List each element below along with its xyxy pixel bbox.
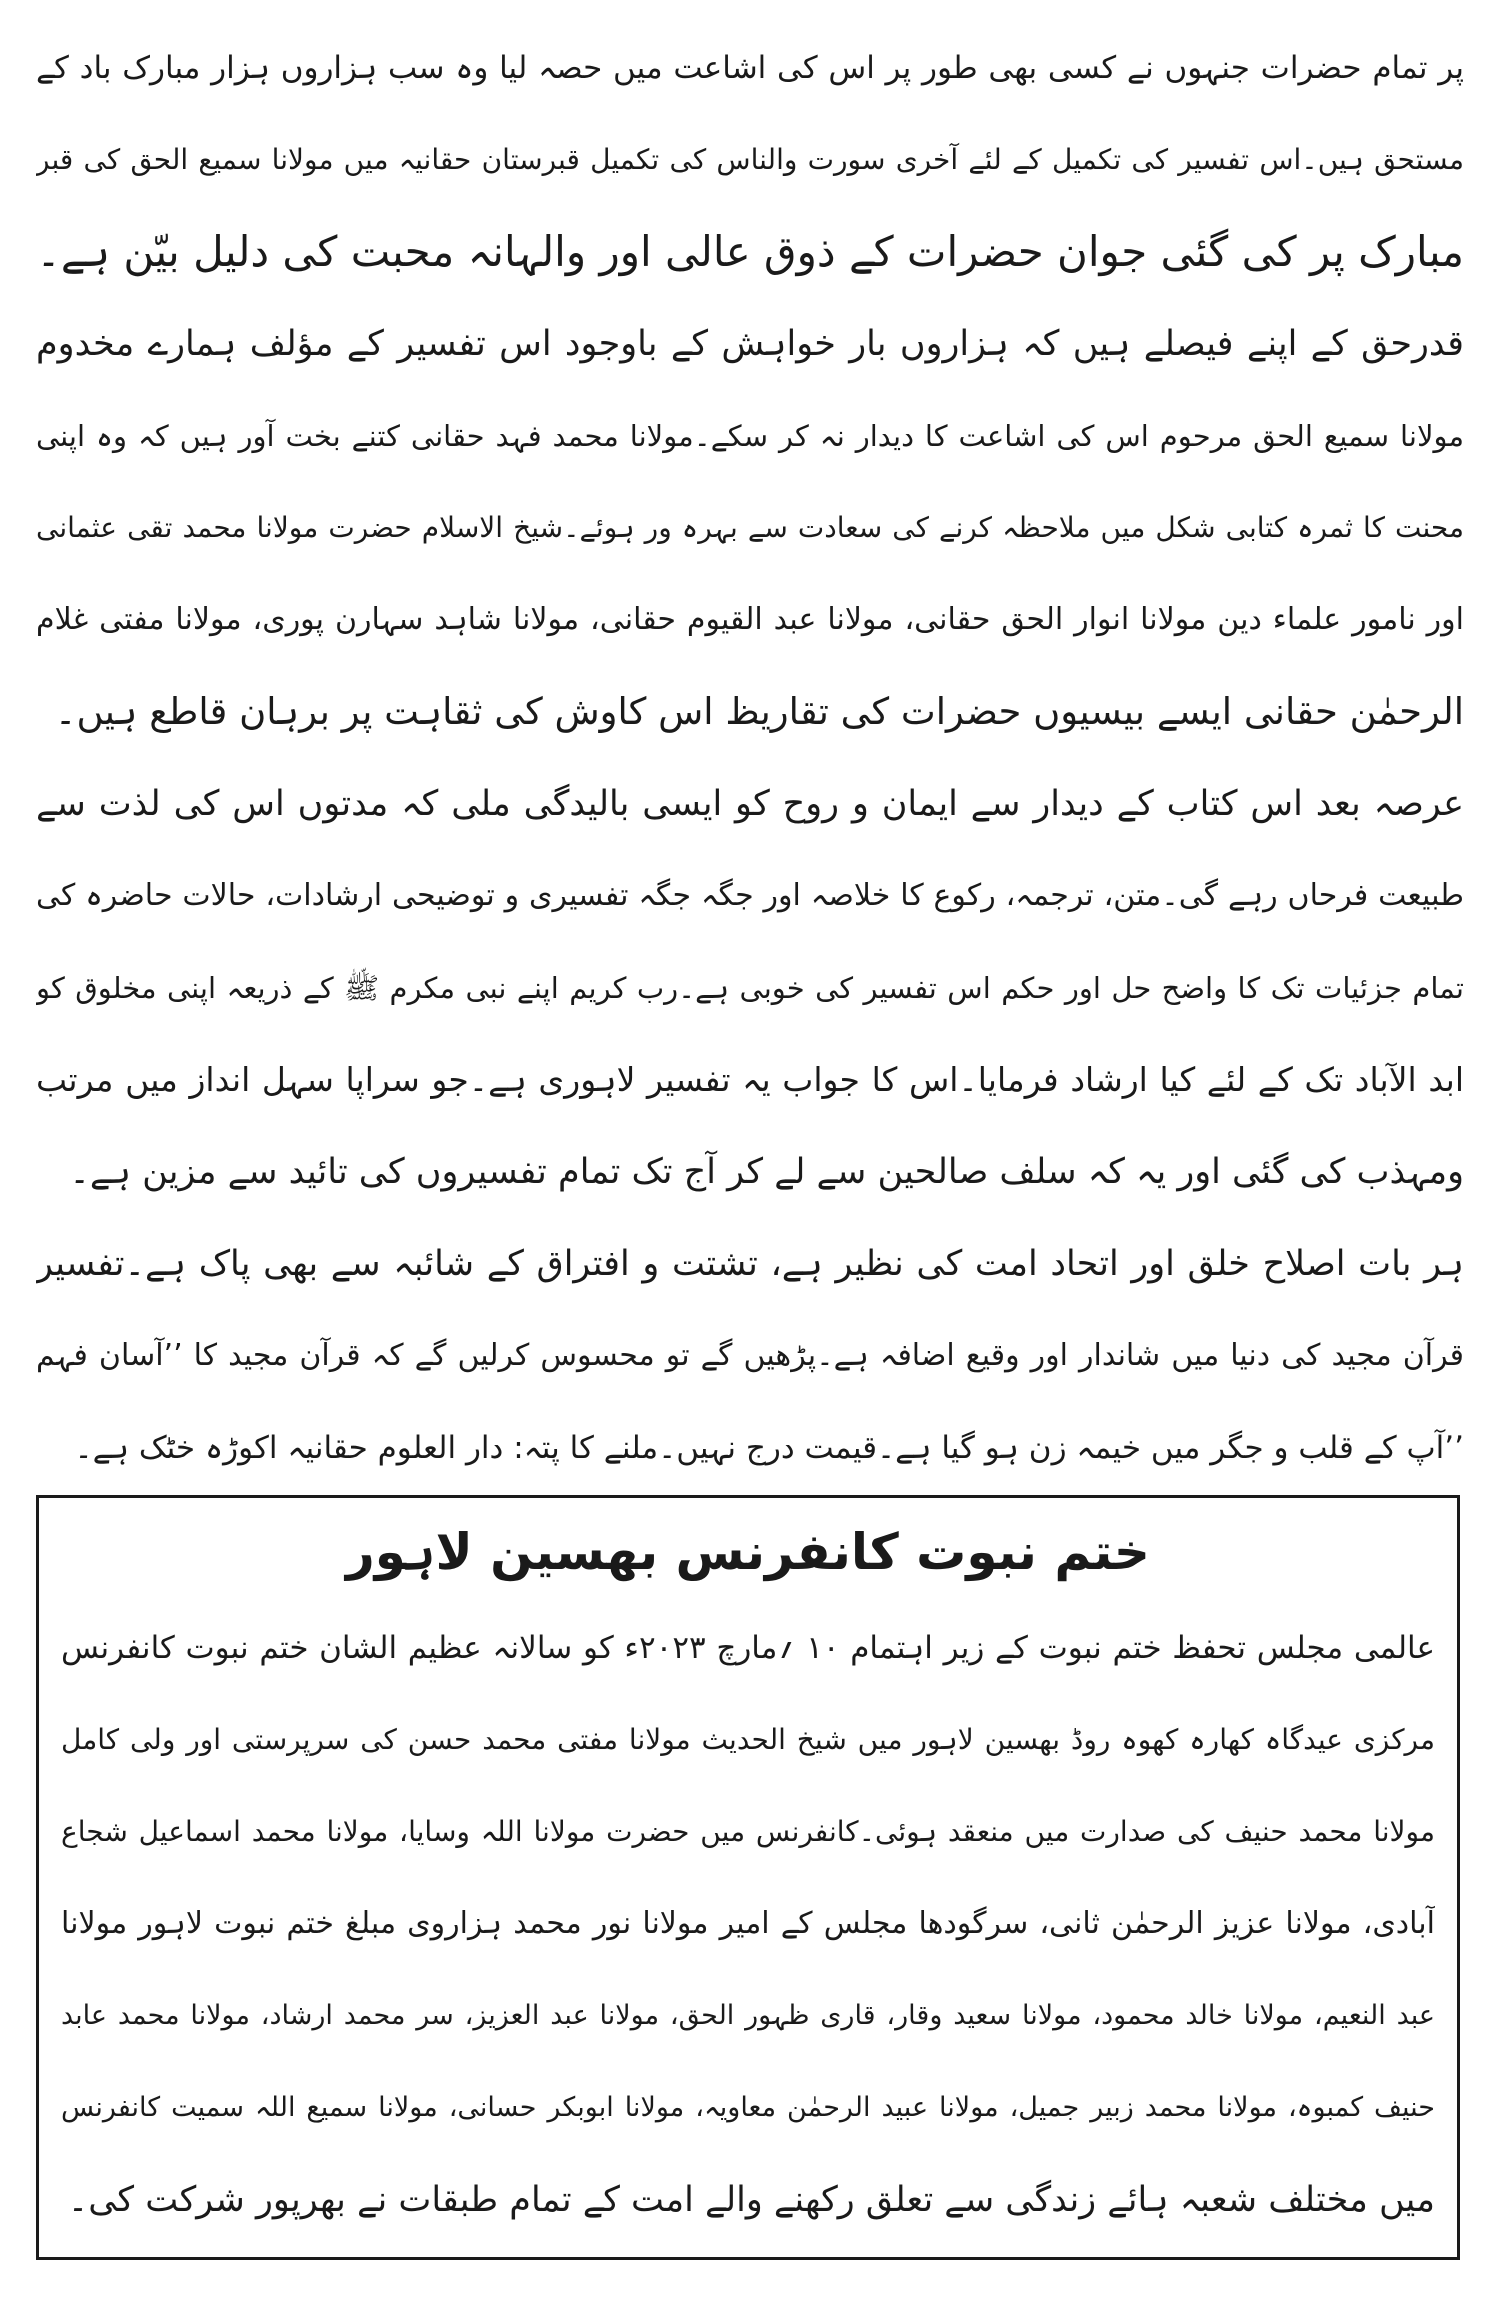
notice-line: حنیف کمبوہ، مولانا محمد زبیر جمیل، مولانا عبید الرحمٰن معاویہ، مولانا ابوبکر حسانی، مولانا سمیع اللہ سمیت کانفرنس [61,2092,1435,2123]
article-line: قدرحق کے اپنے فیصلے ہیں کہ ہزاروں بار خواہش کے باوجود اس تفسیر کے مؤلف ہمارے مخدوم [36,324,1464,364]
article-body [36,22,1464,1494]
article-line: ومہذب کی گئی اور یہ کہ سلف صالحین سے لے کر آج تک تمام تفسیروں کی تائید سے مزین ہے۔ [69,1152,1464,1192]
notice-body [61,1602,1435,2246]
notice-line: عالمی مجلس تحفظ ختم نبوت کے زیر اہتمام ۱۰ ؍مارچ ۲۰۲۳ء کو سالانہ عظیم الشان ختم نبوت کانفرنس [61,1630,1435,1666]
notice-line: مولانا محمد حنیف کی صدارت میں منعقد ہوئی۔کانفرنس میں حضرت مولانا اللہ وسایا، مولانا محمد اسماعیل شجاع [61,1815,1435,1848]
article-line: طبیعت فرحاں رہے گی۔متن، ترجمہ، رکوع کا خلاصہ اور جگہ جگہ تفسیری و توضیحی ارشادات، حالات حاضرہ کی [36,878,1464,913]
conference-notice-box [36,1495,1460,2260]
notice-line: میں مختلف شعبہ ہائے زندگی سے تعلق رکھنے والے امت کے تمام طبقات نے بھرپور شرکت کی۔ [67,2180,1435,2220]
article-line: محنت کا ثمرہ کتابی شکل میں ملاحظہ کرنے کی سعادت سے بہرہ ور ہوئے۔شیخ الاسلام حضرت مولانا محمد تقی عثمانی [36,511,1464,544]
article-line: الرحمٰن حقانی ایسے بیسیوں حضرات کی تقاریظ اس کاوش کی ثقاہت پر برہان قاطع ہیں۔ [54,690,1464,733]
article-line: مبارک پر کی گئی جوان حضرات کے ذوق عالی اور والہانہ محبت کی دلیل بیّن ہے۔ [36,227,1464,276]
article-line: قرآن مجید کی دنیا میں شاندار اور وقیع اضافہ ہے۔پڑھیں گے تو محسوس کرلیں گے کہ قرآن مجید کا ’’آسان فہم [36,1338,1464,1373]
article-line: مستحق ہیں۔اس تفسیر کی تکمیل کے لئے آخری سورت والناس کی تکمیل قبرستان حقانیہ میں مولانا سمیع الحق کی قبر [36,143,1464,176]
notice-line: عبد النعیم، مولانا خالد محمود، مولانا سعید وقار، قاری ظہور الحق، مولانا عبد العزیز، سر محمد ارشاد، مولانا محمد عابد [61,2000,1435,2031]
article-line: ’’آپ کے قلب و جگر میں خیمہ زن ہو گیا ہے۔قیمت درج نہیں۔ملنے کا پتہ: دار العلوم حقانیہ اکوڑہ خٹک ہے۔ [74,1430,1464,1466]
notice-line: مرکزی عیدگاہ کھارہ کھوہ روڈ بھسین لاہور میں شیخ الحدیث مولانا مفتی محمد حسن کی سرپرستی اور ولی کامل [61,1723,1435,1756]
article-line: عرصہ بعد اس کتاب کے دیدار سے ایمان و روح کو ایسی بالیدگی ملی کہ مدتوں اس کی لذت سے [36,784,1464,824]
article-line: ہر بات اصلاح خلق اور اتحاد امت کی نظیر ہے، تشتت و افتراق کے شائبہ سے بھی پاک ہے۔تفسیر [36,1244,1464,1284]
article-line: تمام جزئیات تک کا واضح حل اور حکم اس تفسیر کی خوبی ہے۔رب کریم اپنے نبی مکرم ﷺ کے ذریعہ اپنی مخلوق کو [36,971,1464,1005]
article-line: مولانا سمیع الحق مرحوم اس کی اشاعت کا دیدار نہ کر سکے۔مولانا محمد فہد حقانی کتنے بخت آور ہیں کہ وہ اپنی [36,419,1464,453]
article-line: ابد الآباد تک کے لئے کیا ارشاد فرمایا۔اس کا جواب یہ تفسیر لاہوری ہے۔جو سراپا سہل انداز میں مرتب [36,1060,1464,1099]
notice-title: ختم نبوت کانفرنس بھسین لاہور [346,1523,1150,1581]
notice-line: آبادی، مولانا عزیز الرحمٰن ثانی، سرگودھا مجلس کے امیر مولانا نور محمد ہزاروی مبلغ ختم نبوت لاہور مولانا [61,1906,1435,1941]
article-line: اور نامور علماء دین مولانا انوار الحق حقانی، مولانا عبد القیوم حقانی، مولانا شاہد سہارن پوری، مولانا مفتی غلام [36,602,1464,637]
article-line: پر تمام حضرات جنہوں نے کسی بھی طور پر اس کی اشاعت میں حصہ لیا وہ سب ہزاروں ہزار مبارک باد کے [36,50,1464,86]
